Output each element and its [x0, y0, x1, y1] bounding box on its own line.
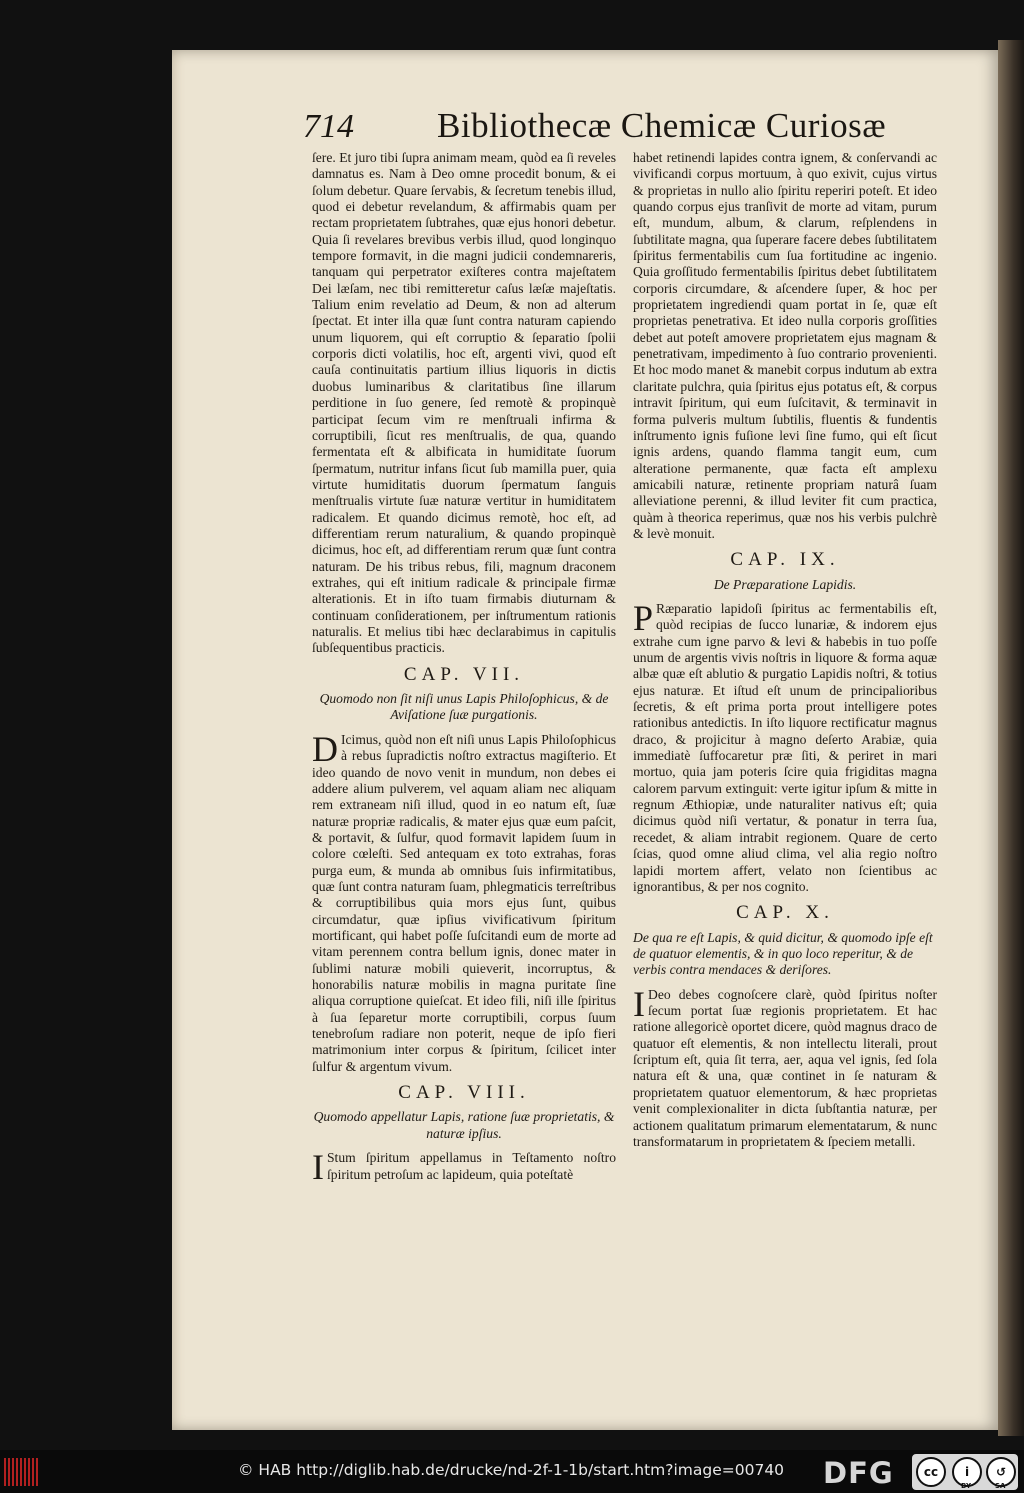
- paragraph: [312, 1147, 616, 1188]
- drop-capital: I: [633, 983, 645, 1024]
- chapter-heading-vii: CAP. VII.: [403, 663, 525, 685]
- paragraph: ſere. Et juro tibi ſupra animam meam, quòd ea ſi reveles damnatus es. Nam à Deo omne procedit bonum, & ei ſolum debetur. Quare ſervabis, & ſecretum tenebis illud, quod ei debetur revelandum, & affirmabis quam per rectam proprietatem ſubtrahes, quæ ejus honori debetur. Quia ſi revelares brevibus verbis illud, quod longinquo tempore formavit, in die magni judicii condemnareris, tanquam qui perpetrator exiſteres contra majeſtatem Dei læſam, nec tibi remitteretur caſus læſæ majeſtatis. Talium enim revelatio ad Deum, & non ad alterum ſpectat. Et inter illa quæ ſunt contra naturam capiendo unum liquorem, qui eſt corruptio & ſeparatio ſpolii corporis dicti volatilis, hoc eſt, argenti vivi, quod eſt cauſa continuitatis partium illius liquoris in dictis duobus luminaribus & claritatibus ſine illarum perditione in ſuo genere, ſed remotè & propinquè participat ſecum vim re menſtruali infirma & corruptibili, ſicut res menſtrualis, de qua, quando fermentata eſt & albificata in humiditate ſuorum ſpermatum, nutritur infans ſicut ſub mamilla puer, quia virtute humiditatis duorum ſpermatum ſanguis menſtrualis virtute ſuæ naturæ vertitur in humiditatem radicalem. Et quando dicimus remotè, hoc eſt, ad differentiam rerum naturalium, & quando propinquè dicimus, hoc eſt, ad differentiam rerum quæ ſunt contra naturam. De his tribus rebus, fili, magnum draconem extrahes, qui eſt initium radicale & principale firmæ alterationis. Et in iſto tuam firmabis diuturnam & continuam conſiderationem, per inſtrumentum rationis naturalis. Et melius tibi hæc declarabimus in capitulis ſubſequentibus practicis.: [312, 150, 616, 656]
- cc-sa-icon: ↺: [986, 1457, 1016, 1487]
- chapter-heading-x: CAP. X.: [736, 902, 834, 924]
- drop-capital: P: [633, 598, 654, 638]
- page-edge-shadow: [998, 40, 1024, 1436]
- paragraph-text: Deo debes cognoſcere clarè, quòd ſpiritus noſter ſecum portat ſuæ regionis proprietatem. Et hac ratione allegoricè oportet dicere, quòd magnus draco de quatuor eſt elementis, & non intellectu literali, prout ſcriptum eſt, quia ſit terra, aer, aqua vel ignis, ſed ſola natura eſt & una, quæ continet in ſe naturam & proprietatem quatuor elementorum, & hæc proprietas venit complexionaliter in dicta ſubſtantia naturæ, per actionem qualitatum primarum elementatarum, & nunc transformatarum in proprietatem & ſpeciem metalli.: [633, 986, 937, 1149]
- chapter-subtitle-ix: De Præparatione Lapidis.: [713, 576, 857, 592]
- chapter-heading-viii: CAP. VIII.: [398, 1082, 530, 1104]
- drop-capital: I: [312, 1147, 324, 1188]
- paragraph-text: Icimus, quòd non eſt niſi unus Lapis Philoſophicus à rebus ſupradictis noſtro extractus magiſterio. Et ideo quando de novo venit in mundum, non debes ei addere alium pulverem, vel aquam aliam nec aliquam rem extraneam niſi illud, quod in eo natum eſt, ſuæ naturæ propriæ radicalis, & mater ejus quæ eum paſcit, & portavit, & ſulfur, quod formavit lapidem ſuum in colore cœleſti. Sed antequam ex toto extrahas, foras purga eum, & munda ab omnibus ſuis infirmitatibus, quæ ſunt contra naturam ſuam, phlegmaticis terreſtribus & corruptibilibus quia mors ejus ſunt, quibus circumdatur, quæ ipſius vivificativum ſpiritum mortificant, qui habet poſſe ſuſcitandi eum de morte ad vitam perennem contra bellum ignis, donec mater in ſublimi naturæ mobili quieverit, incorruptus, & honorabilis naturæ mobilis in magna puritate ſine aliqua corruptione quieſcat. Et ideo fili, niſi ille ſpiritus à ſua ſeparetur morte corruptibili, corpus ſuum tenebroſum radiare non poterit, neque de ipſo fieri matrimonium inter corpus & ſpiritum, ſcilicet inter ſulfur & argentum vivum.: [312, 731, 616, 1074]
- library-barcode-icon: [4, 1458, 38, 1486]
- paragraph-text: Ræparatio lapidoſi ſpiritus ac fermentabilis eſt, quòd recipias de ſucco lunariæ, & indorem ejus extrahe cum igne parvo & levi & habebis in tuo poſſe unum de argentis vivis noſtris in liquore & forma aquæ albæ quæ eſt ablutio & purgatio Lapidis noſtri, & totius ejus naturæ. Et iſtud eſt unum de principalioribus ſecretis, & eſt prima porta prout intelligere potes rationibus antedictis. In iſto liquore rectificatur magnus draco, & projicitur à magno deſerto Arabiæ, quia immediatè ſuffocaretur præ ſiti, & periret in mari mortuo, quia jam poteris ſcire quia frigiditas magna calorem parvum extinguit: verte igitur ipſum & mitte in regnum Æthiopiæ, unde naturaliter nativus eſt; quia dicimus quòd niſi vertatur, & ponatur in terra ſua, recedet, & aliam intrabit regionem. Quare de certo ſcias, quod omne aliud clima, vel alia regio noſtro lapidi mortem affert, velato non ſcientibus ac ignorantibus, & per nos cognito.: [633, 601, 937, 894]
- running-head: [303, 104, 963, 152]
- dfg-logo: DFG: [823, 1456, 894, 1490]
- paragraph: habet retinendi lapides contra ignem, & conſervandi ac vivificandi corpus mortuum, à quo exivit, cujus virtus & proprietas in nullo alio ſpiritu reperiri poteſt. Et ideo quando corpus ejus tranſivit de morte ad vitam, purum eſt, mundum, album, & clarum, reſplendens in ſubtilitate magna, qua ſuperare facere debes ſubtilitatem ſpiritus fermentabilis cum ſua fortitudine ac ingenio. Quia groſſitudo fermentabilis ſpiritus debet ſubtilitatem corporis circumdare, & aſcendere ſuper, & hoc per proprietatem ingrediendi quam portat in ſe, quæ eſt proprietas penetrativa. Et ideo nulla corporis groſſities debet aut poteſt amovere proprietatem ejus magnam & penetrativam, impedimento à ſuo contrario provenienti. Et hoc modo manet & manebit corpus indutum ab extra claritate pulchra, quia ſpiritus ejus potatus eſt, & corpus intravit ſpiritum, qui eum ſuſcitavit, & terminavit in forma pulveris multum ſubtilis, fluentis & fundentis inſtrumento ignis fuſione levi ſine fumo, qui eſt ſicut ignis ardens, quando flamma tangit eum, cum alteratione permanente, quæ facta eſt amplexu amicabili naturæ, retinente propriam naturâ ſuam alleviatione perenni, & illud leviter fit cum practica, quàm à theorica reperimus, quæ nos his verbis pulchrè & levè monuit.: [633, 150, 937, 541]
- running-head-title: Bibliothecæ Chemicæ Curiosæ: [437, 106, 887, 145]
- left-column: [312, 150, 616, 1188]
- viewer-footer: [0, 1450, 1024, 1493]
- chapter-subtitle-vii: Quomodo non ſit niſi unus Lapis Philoſophicus, & de Aviſatione ſuæ purgationis.: [319, 691, 609, 723]
- cc-by-icon: i: [952, 1457, 982, 1487]
- cc-sa-label: SA: [995, 1482, 1006, 1490]
- chapter-heading-ix: CAP. IX.: [730, 549, 840, 571]
- cc-license-badge[interactable]: [912, 1454, 1018, 1490]
- paragraph: [633, 983, 937, 1150]
- paragraph: [633, 598, 937, 895]
- cc-by-label: BY: [961, 1482, 972, 1490]
- chapter-subtitle-viii: Quomodo appellatur Lapis, ratione ſuæ proprietatis, & naturæ ipſius.: [313, 1109, 615, 1141]
- cc-icon: cc: [916, 1457, 946, 1487]
- page-number: 714: [303, 108, 354, 145]
- paragraph-text: Stum ſpiritum appellamus in Teſtamento noſtro ſpiritum petroſum ac lapideum, quia poteſtatè: [327, 1150, 616, 1182]
- paragraph: [312, 728, 616, 1075]
- drop-capital: D: [312, 728, 338, 769]
- copyright-link[interactable]: © HAB http://diglib.hab.de/drucke/nd-2f-1-1b/start.htm?image=00740: [238, 1461, 785, 1479]
- right-column: [633, 150, 937, 1150]
- chapter-subtitle-x: De qua re eſt Lapis, & quid dicitur, & quomodo ipſe eſt de quatuor elementis, & in quo loco reperitur, & de verbis contra mendaces & deriſores.: [633, 929, 933, 978]
